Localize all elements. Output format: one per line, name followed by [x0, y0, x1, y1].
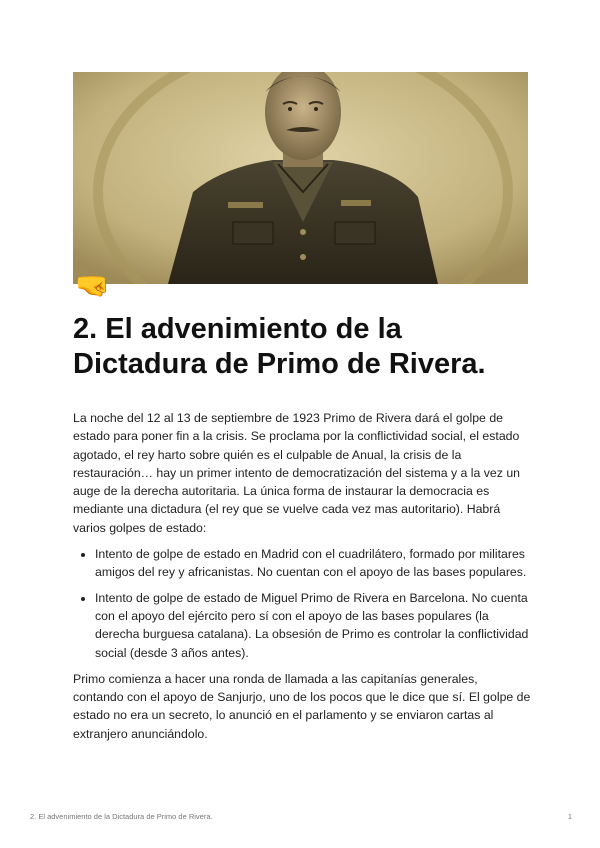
closing-paragraph: Primo comienza a hacer una ronda de llamada a las capitanías generales, contando con el apoyo de Sanjurjo, uno de los pocos que le dice que sí. El golpe de estado no era un secreto, lo anunció en el parlamento y se enviaron cartas al extranjero anunciándolo. [73, 671, 531, 741]
bullet-list [73, 545, 531, 662]
punch-fist-icon: 🤜 [75, 270, 110, 301]
page-title: 2. El advenimiento de la Dictadura de Primo de Rivera. [73, 313, 486, 380]
list-item: • Intento de golpe de estado en Madrid con el cuadrilátero, formado por militares amigos del rey y africanistas. No cuentan con el apoyo de las bases populares. [95, 545, 531, 582]
footer-title: 2. El advenimiento de la Dictadura de Primo de Rivera. [30, 812, 213, 821]
list-item: • Intento de golpe de estado de Miguel Primo de Rivera en Barcelona. No cuenta con el apoyo del ejército pero sí con el apoyo de las bases populares (la derecha burguesa catalana). La obsesión de Primo es controlar la conflictividad social (desde 3 años antes). [95, 589, 531, 662]
footer-page-number: 1 [567, 812, 572, 821]
document-body [73, 409, 531, 751]
portrait-photo [73, 72, 528, 284]
cover-image [73, 72, 528, 284]
intro-paragraph: La noche del 12 al 13 de septiembre de 1923 Primo de Rivera dará el golpe de estado para poner fin a la crisis. Se proclama por la conflictividad social, el estado agotado, el rey harto sobre quién es el culpable de Anual, la crisis de la restauración… hay un primer intento de democratización del sistema y a la vez un auge de la derecha autoritaria. La única forma de instaurar la democracia es mediante una dictadura (el rey que se vuelve cada vez mas autoritario). Habrá varios golpes de estado: [73, 411, 521, 535]
